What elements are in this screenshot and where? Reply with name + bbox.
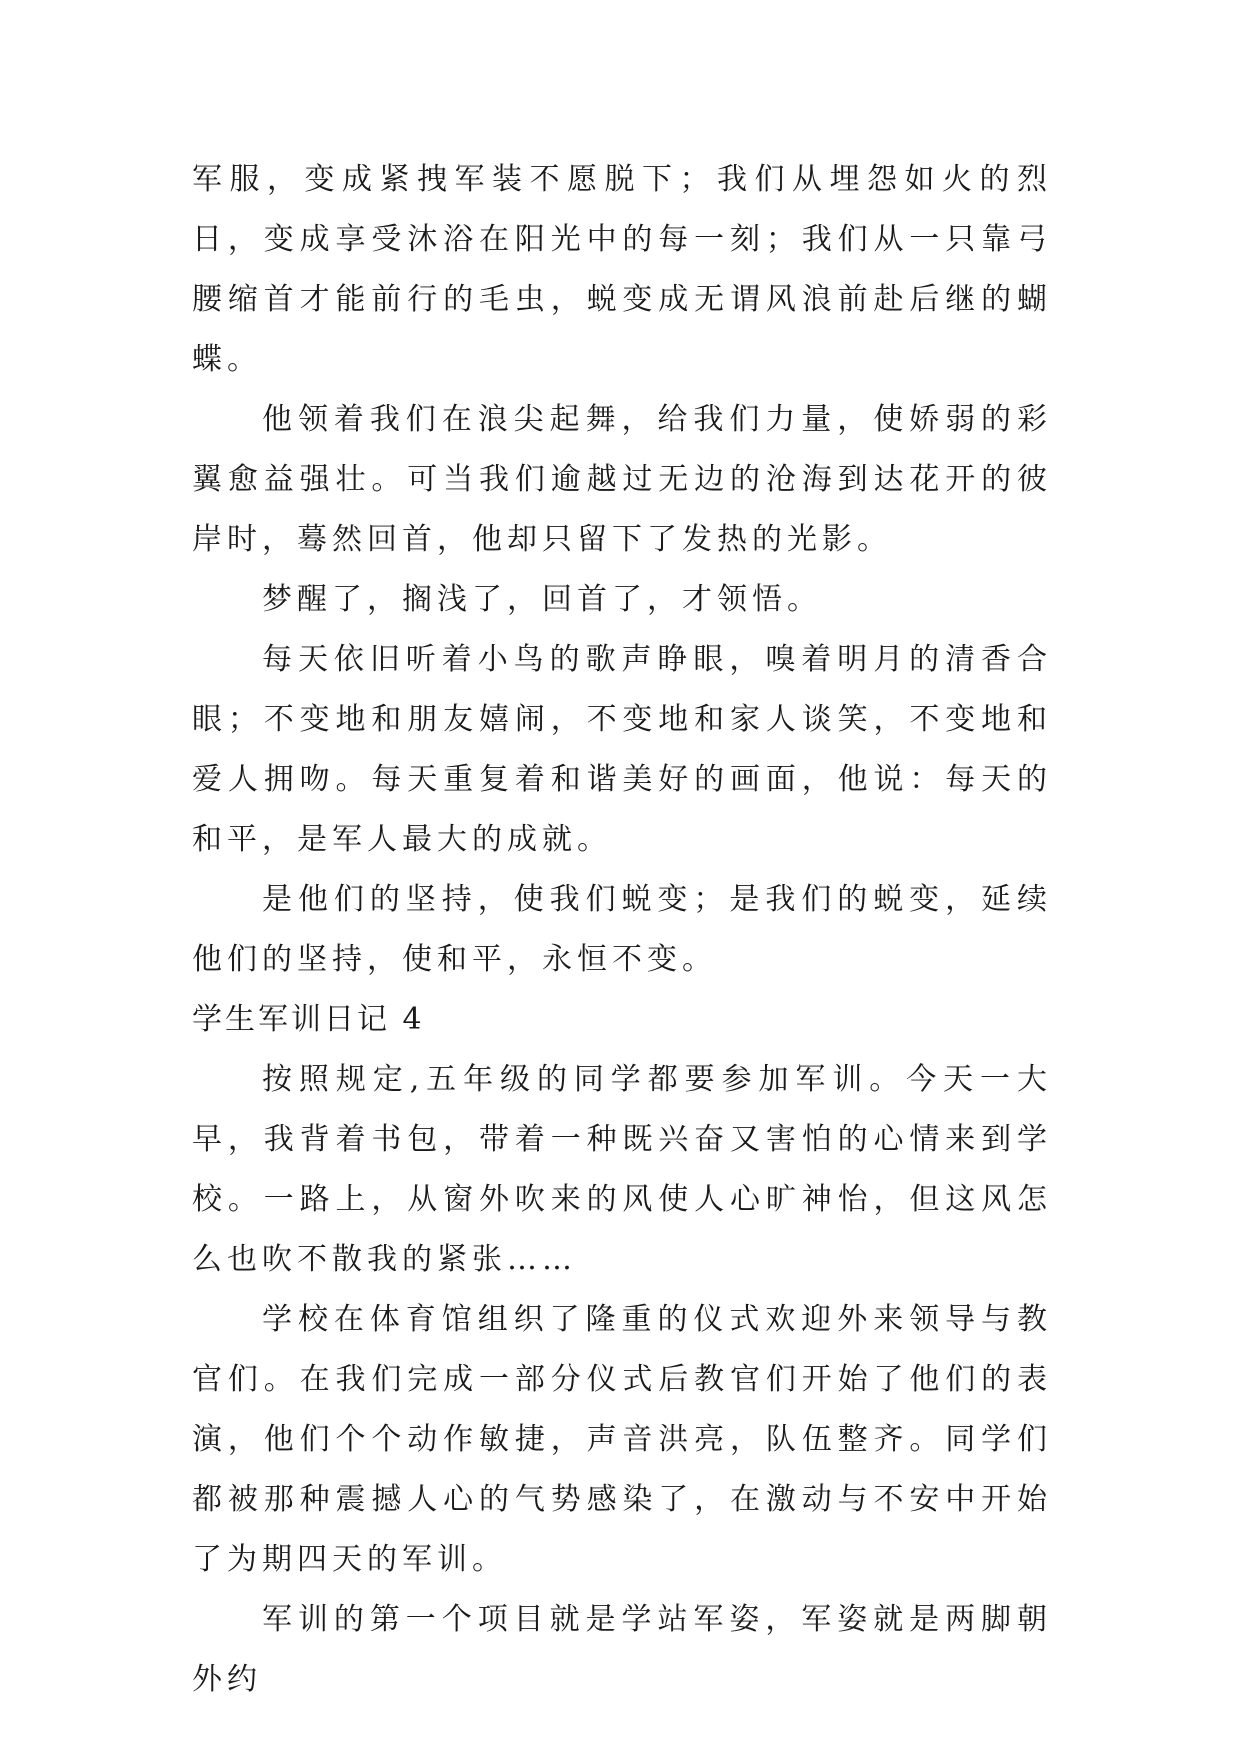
paragraph: 是他们的坚持，使我们蜕变；是我们的蜕变，延续他们的坚持，使和平，永恒不变。 [192, 882, 1052, 977]
paragraph: 按照规定,五年级的同学都要参加军训。今天一大早，我背着书包，带着一种既兴奋又害怕的心情来到学校。一路上，从窗外吹来的风使人心旷神怡，但这风怎么也吹不散我的紧张…… [192, 1062, 1052, 1277]
paragraph: 军训的第一个项目就是学站军姿，军姿就是两脚朝外约 [192, 1602, 1052, 1697]
document-page [192, 150, 1052, 1710]
paragraph: 每天依旧听着小鸟的歌声睁眼，嗅着明月的清香合眼；不变地和朋友嬉闹，不变地和家人谈笑，不变地和爱人拥吻。每天重复着和谐美好的画面，他说：每天的和平，是军人最大的成就。 [192, 642, 1052, 857]
paragraph: 军服，变成紧拽军装不愿脱下；我们从埋怨如火的烈日，变成享受沐浴在阳光中的每一刻；我们从一只靠弓腰缩首才能前行的毛虫，蜕变成无谓风浪前赴后继的蝴蝶。 [192, 162, 1052, 377]
paragraph: 梦醒了，搁浅了，回首了，才领悟。 [262, 582, 822, 617]
section-heading: 学生军训日记 4 [192, 1002, 425, 1037]
paragraph: 他领着我们在浪尖起舞，给我们力量，使娇弱的彩翼愈益强壮。可当我们逾越过无边的沧海到达花开的彼岸时，蓦然回首，他却只留下了发热的光影。 [192, 402, 1052, 557]
paragraph: 学校在体育馆组织了隆重的仪式欢迎外来领导与教官们。在我们完成一部分仪式后教官们开始了他们的表演，他们个个动作敏捷，声音洪亮，队伍整齐。同学们都被那种震撼人心的气势感染了，在激动与不安中开始了为期四天的军训。 [192, 1302, 1052, 1577]
